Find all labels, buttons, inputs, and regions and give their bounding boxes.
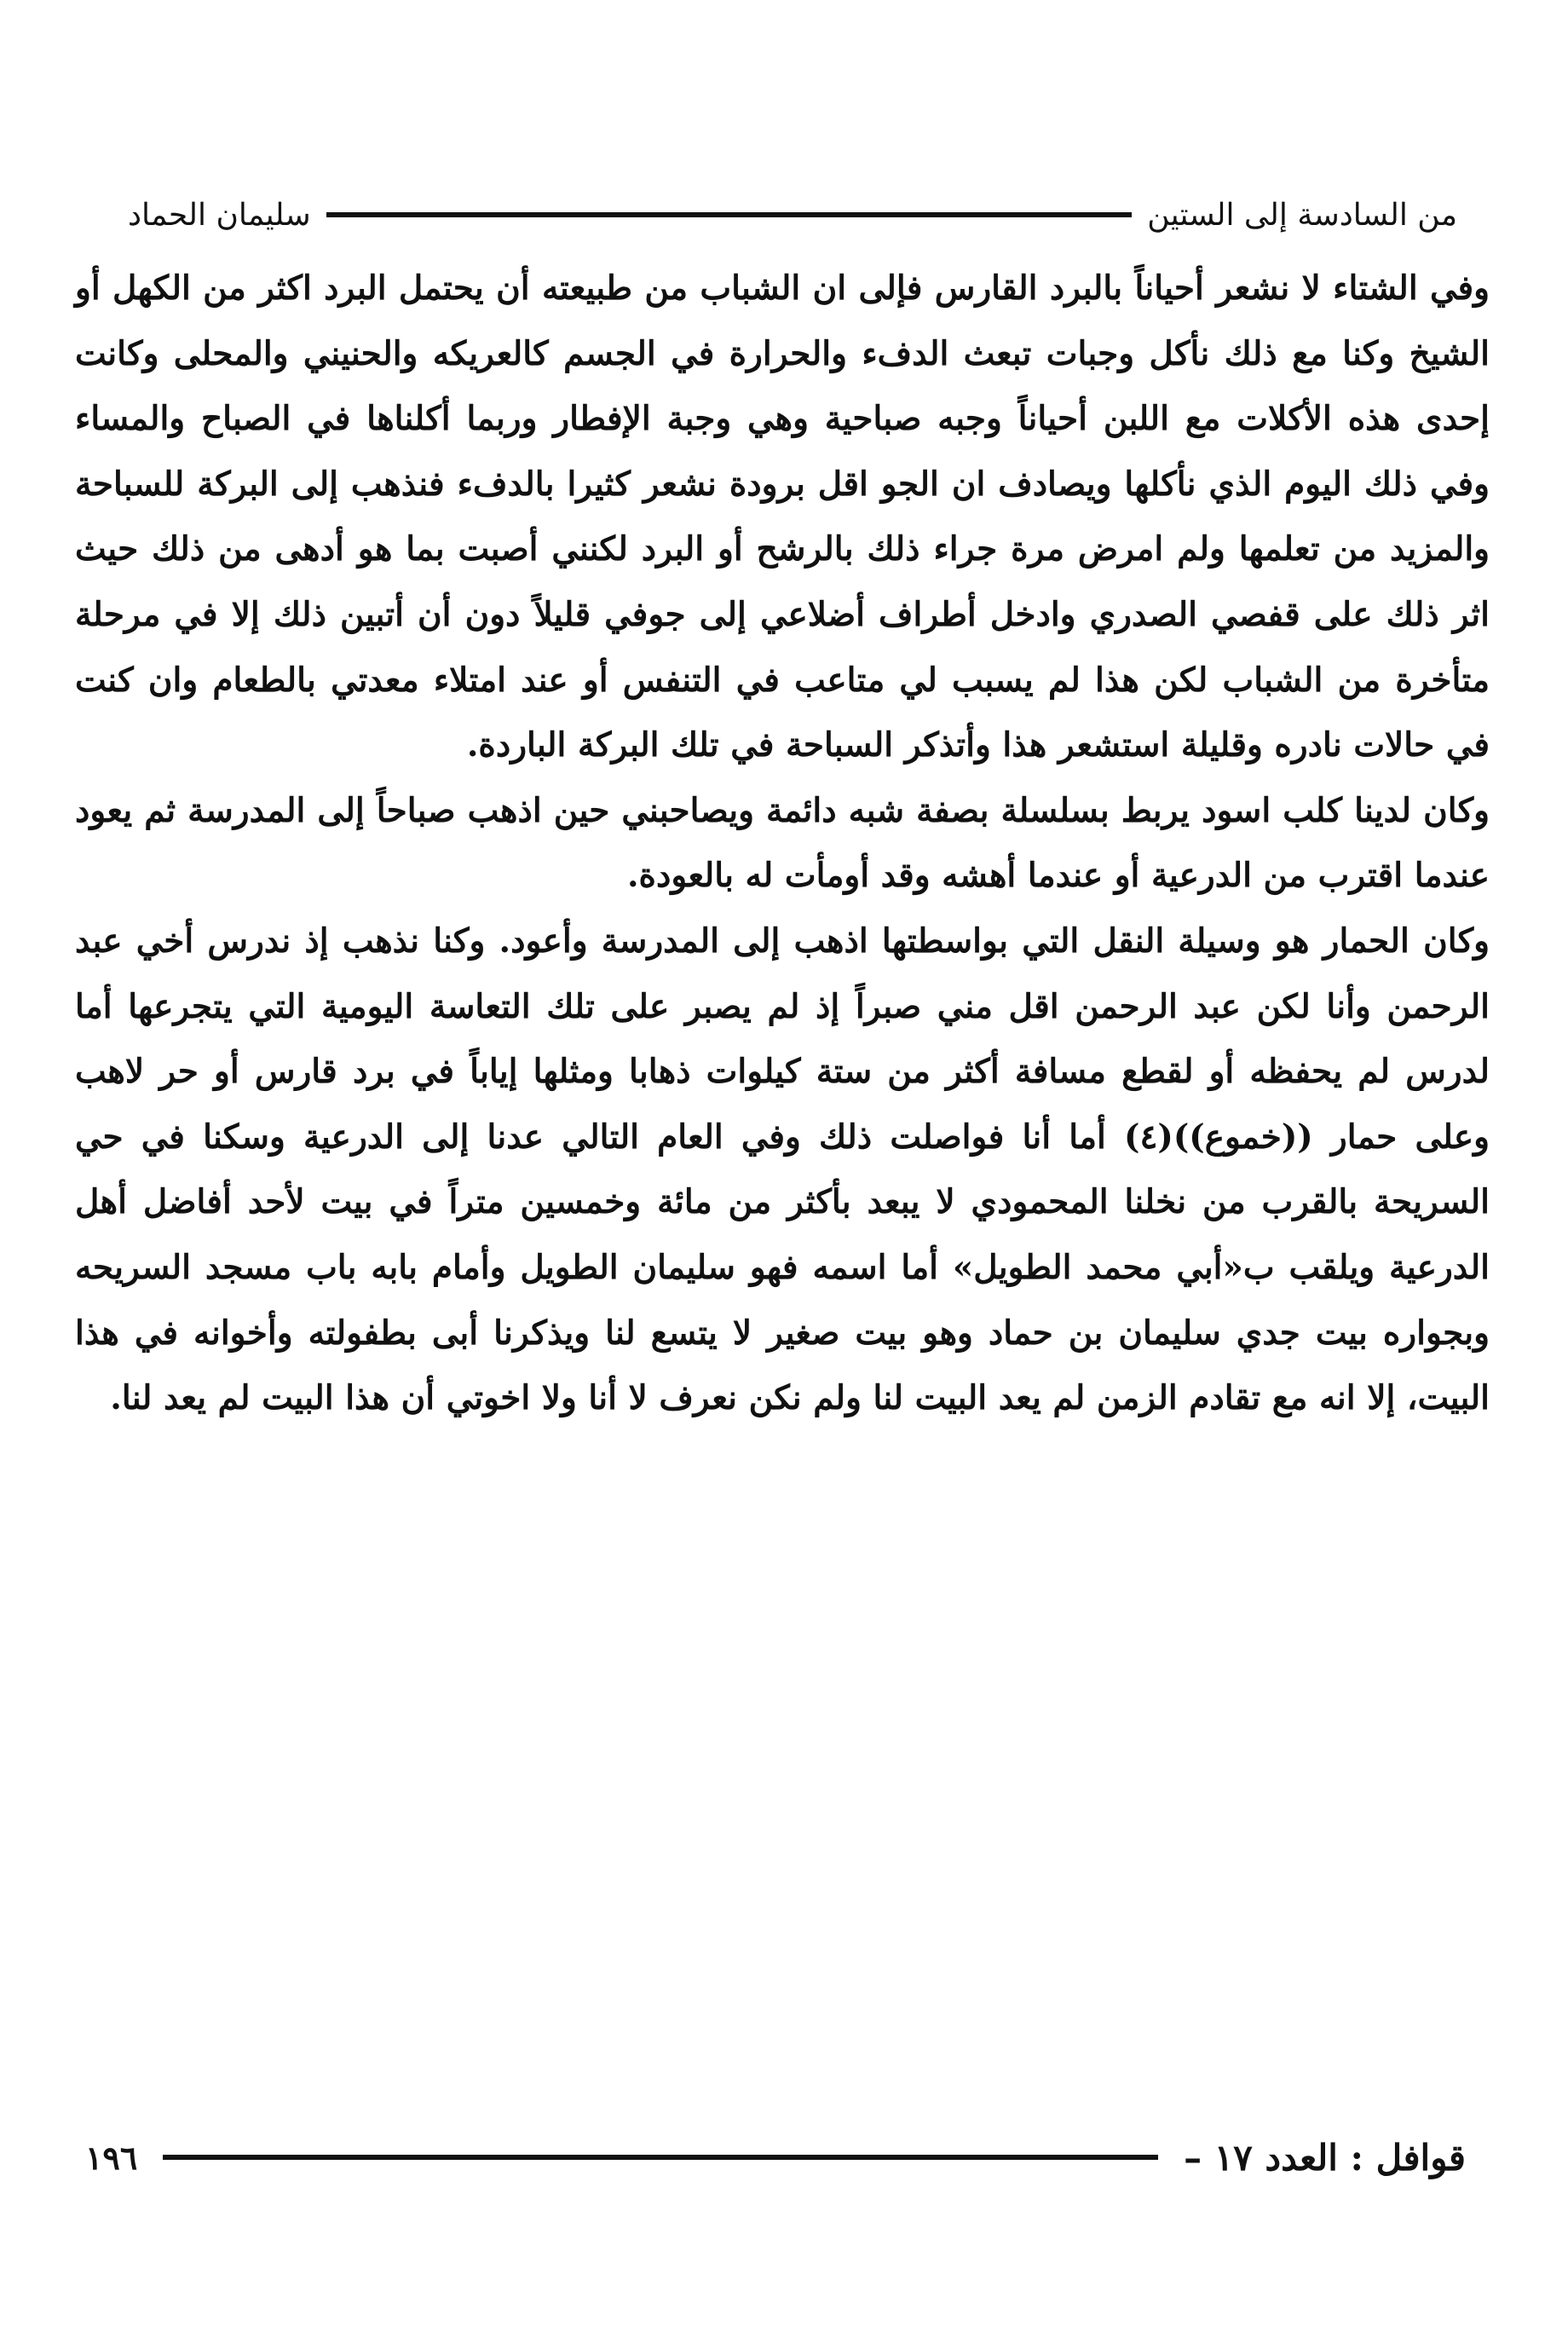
- journal-issue: قوافل : العدد ١٧ –: [1184, 2136, 1466, 2179]
- paragraph-dog: وكان لدينا كلب اسود يربط بسلسلة بصفة شبه دائمة ويصاحبني حين اذهب صباحاً إلى المدرسة ثم يعود عندما اقترب من الدرعية أو عندما أهشه وقد أومأت له بالعودة.: [75, 790, 1490, 896]
- running-header: [128, 189, 1457, 240]
- header-rule: [326, 212, 1133, 217]
- footer-rule: [163, 2155, 1158, 2160]
- page-number: ١٩٦: [85, 2138, 138, 2177]
- body-text: [75, 256, 1490, 1431]
- author-name: سليمان الحماد: [128, 197, 311, 233]
- paragraph-winter: وفي الشتاء لا نشعر أحياناً بالبرد القارس فإلى ان الشباب من طبيعته أن يحتمل البرد اكثر من الكهل أو الشيخ وكنا مع ذلك نأكل وجبات تبعث الدفء والحرارة في الجسم كالعريكه والحنيني والمحلى وكانت إحدى هذه الأكلات مع اللبن أحياناً وجبه صباحية وهي وجبة الإفطار وربما أكلناها في الصباح والمساء وفي ذلك اليوم الذي نأكلها ويصادف ان الجو اقل برودة نشعر كثيرا بالدفء فنذهب إلى البركة للسباحة والمزيد من تعلمها ولم امرض مرة جراء ذلك بالرشح أو البرد لكنني أصبت بما هو أدهى من ذلك حيث اثر ذلك على قفصي الصدري وادخل أطراف أضلاعي إلى جوفي قليلاً دون أن أتبين ذلك إلا في مرحلة متأخرة من الشباب لكن هذا لم يسبب لي متاعب في التنفس أو عند امتلاء معدتي بالطعام وان كنت في حالات نادره وقليلة استشعر هذا وأتذكر السباحة في تلك البركة الباردة.: [75, 268, 1490, 765]
- page-footer: [85, 2127, 1466, 2187]
- paragraph-donkey: وكان الحمار هو وسيلة النقل التي بواسطتها اذهب إلى المدرسة وأعود. وكنا نذهب إذ ندرس أخي عبد الرحمن وأنا لكن عبد الرحمن اقل مني صبراً إذ لم يصبر على تلك التعاسة اليومية التي يتجرعها أما لدرس لم يحفظه أو لقطع مسافة أكثر من ستة كيلوات ذهابا ومثلها إياباً في برد قارس أو حر لاهب وعلى حمار ((خموع))(٤) أما أنا فواصلت ذلك وفي العام التالي عدنا إلى الدرعية وسكنا في حي السريحة بالقرب من نخلنا المحمودي لا يبعد بأكثر من مائة وخمسين متراً في بيت لأحد أفاضل أهل الدرعية ويلقب ب«أبي محمد الطويل» أما اسمه فهو سليمان الطويل وأمام بابه باب مسجد السريحه وبجواره بيت جدي سليمان بن حماد وهو بيت صغير لا يتسع لنا ويذكرنا أبى بطفولته وأخوانه في هذا البيت، إلا انه مع تقادم الزمن لم يعد البيت لنا ولم نكن نعرف لا أنا ولا اخوتي أن هذا البيت لم يعد لنا.: [75, 921, 1490, 1418]
- chapter-title: من السادسة إلى الستين: [1147, 197, 1457, 233]
